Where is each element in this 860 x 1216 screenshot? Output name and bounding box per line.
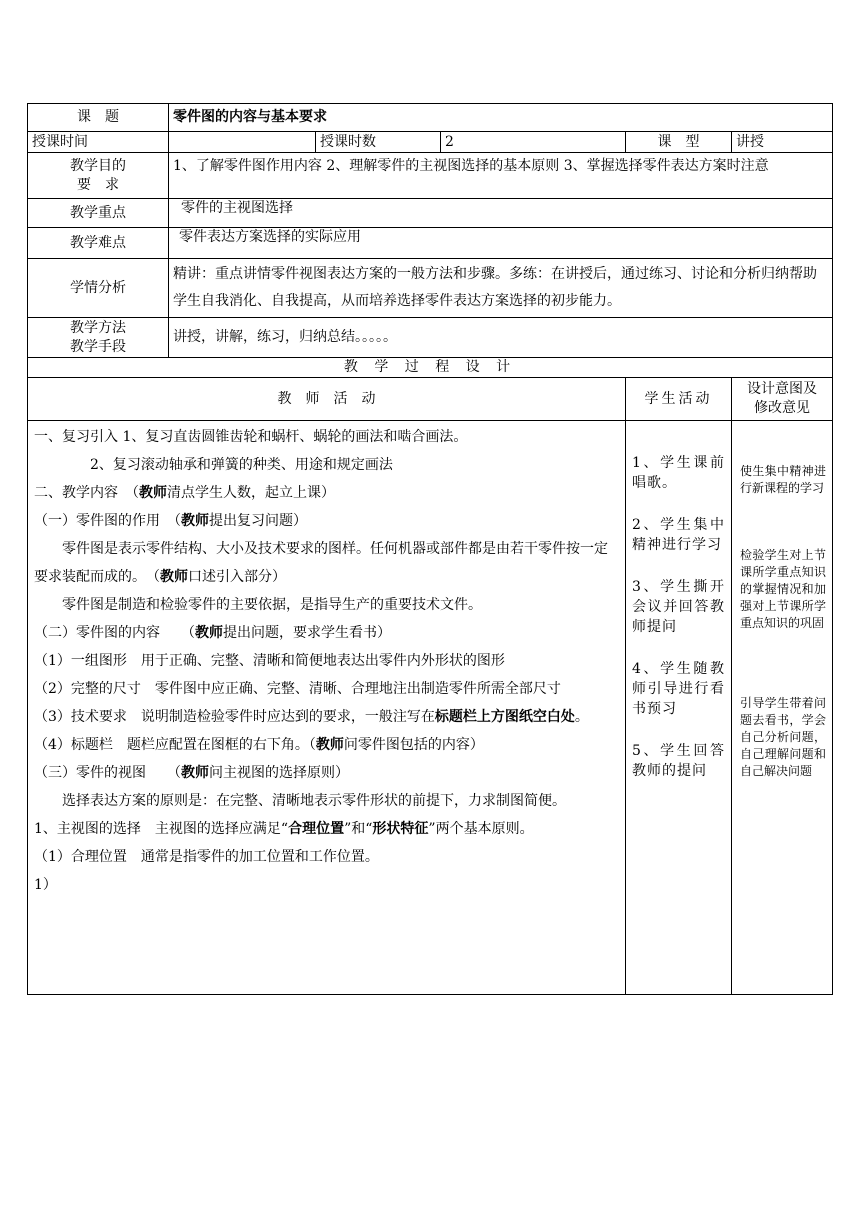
teacher-emphasis: 标题栏上方图纸空白处 <box>434 709 575 725</box>
design-title-row <box>28 358 833 378</box>
text-span: 问主视图的选择原则） <box>209 765 349 781</box>
teacher-emphasis: 形状特征 <box>372 821 429 837</box>
teacher-activity-header: 教 师 活 动 <box>28 378 626 421</box>
hours-label: 授课时数 <box>316 132 441 153</box>
type-value: 讲授 <box>732 132 833 153</box>
lesson-plan-table <box>27 103 833 995</box>
goal-label-line-1: 教学目的 <box>70 157 126 174</box>
remark-item: 检验学生对上节课所学重点知识的掌握情况和加强对上节课所学重点知识的巩固 <box>740 548 827 630</box>
teacher-line: 一、复习引入 1、复习直齿圆锥齿轮和蜗杆、蜗轮的画法和啮合画法。 <box>34 429 468 445</box>
design-title: 教 学 过 程 设 计 <box>28 358 833 378</box>
key-row <box>28 199 833 228</box>
design-header-row <box>28 378 833 421</box>
teacher-line <box>34 535 621 591</box>
teacher-keyword: 教师 <box>181 513 209 529</box>
student-activity-header: 学生活动 <box>626 378 732 421</box>
text-span: 提出复习问题） <box>209 513 307 529</box>
text-span: （3）技术要求 说明制造检验零件时应达到的要求，一般注写在 <box>34 709 435 725</box>
teacher-keyword: 教师 <box>160 569 188 585</box>
student-activity-item: 3、学生撕开会议并回答教师提问 <box>632 579 725 635</box>
teacher-activity-cell <box>28 421 626 995</box>
remark-header-line-1: 设计意图及 <box>747 381 818 397</box>
difficulty-row <box>28 228 833 259</box>
text-span: 提出问题，要求学生看书） <box>223 625 391 641</box>
schedule-row <box>28 132 833 153</box>
teacher-line: （1）合理位置 通常是指零件的加工位置和工作位置。 <box>34 849 379 865</box>
remark-item: 使生集中精神进行新课程的学习 <box>740 464 827 495</box>
text-span: 。 <box>574 709 589 725</box>
method-label <box>28 318 169 358</box>
teacher-line: （2）完整的尺寸 零件图中应正确、完整、清晰、合理地注出制造零件所需全部尺寸 <box>34 681 561 697</box>
teacher-keyword: 教师 <box>195 625 223 641</box>
text-span: 口述引入部分） <box>188 569 286 585</box>
text-span: 问零件图包括的内容） <box>343 737 484 753</box>
teacher-line <box>34 507 621 535</box>
method-label-line-2: 教学手段 <box>70 338 126 355</box>
topic-row <box>28 104 833 132</box>
difficulty-label: 教学难点 <box>28 228 169 259</box>
analysis-label: 学情分析 <box>28 259 169 318</box>
analysis-value: 精讲：重点讲情零件视图表达方案的一般方法和步骤。多练：在讲授后，通过练习、讨论和分析归纳帮助学生自我消化、自我提高，从而培养选择零件表达方案选择的初步能力。 <box>169 259 833 318</box>
time-value <box>169 132 316 153</box>
text-span: ”和“ <box>344 821 373 837</box>
student-activity-cell <box>626 421 732 995</box>
type-label: 课 型 <box>626 132 732 153</box>
topic-value: 零件图的内容与基本要求 <box>169 104 833 132</box>
time-label: 授课时间 <box>28 132 169 153</box>
design-body-row <box>28 421 833 995</box>
student-activity-item: 2、学生集中精神进行学习 <box>632 517 725 553</box>
teacher-emphasis: 合理位置 <box>288 821 345 837</box>
text-span: 零件图是表示零件结构、大小及技术要求的图样。任何机器或部件都是由若干零件按一定要求装配而成的。 （ <box>34 541 608 585</box>
teacher-line <box>34 479 621 507</box>
method-row <box>28 318 833 358</box>
teacher-line <box>34 759 621 787</box>
method-value: 讲授，讲解，练习，归纳总结。。。。。 <box>169 318 833 358</box>
teacher-line: 2、复习滚动轴承和弹簧的种类、用途和规定画法 <box>90 457 393 473</box>
hours-value: 2 <box>441 132 626 153</box>
text-span: （二）零件图的内容 （ <box>34 625 195 641</box>
method-label-line-1: 教学方法 <box>70 319 126 336</box>
teacher-line <box>34 703 621 731</box>
goal-row <box>28 153 833 199</box>
key-value: 零件的主视图选择 <box>169 199 833 228</box>
lesson-plan-sheet <box>27 103 832 995</box>
remark-header <box>732 378 833 421</box>
teacher-keyword: 教师 <box>315 737 344 753</box>
goal-label-line-2: 要 求 <box>77 176 119 193</box>
teacher-line: 选择表达方案的原则是：在完整、清晰地表示零件形状的前提下，力求制图简便。 <box>62 793 566 809</box>
goal-label <box>28 153 169 199</box>
text-span: （一）零件图的作用 （ <box>34 513 181 529</box>
remark-cell <box>732 421 833 995</box>
student-activity-item: 1、学生课前唱歌。 <box>632 455 725 491</box>
text-span: 1、主视图的选择 主视图的选择应满足“ <box>34 821 289 837</box>
student-activity-item: 4、学生随教师引导进行看书预习 <box>632 661 725 717</box>
teacher-line <box>34 731 621 759</box>
teacher-keyword: 教师 <box>181 765 209 781</box>
text-span: ”两个基本原则。 <box>428 821 534 837</box>
text-span: 二、教学内容 （ <box>34 485 139 501</box>
key-label: 教学重点 <box>28 199 169 228</box>
difficulty-value: 零件表达方案选择的实际应用 <box>169 228 833 259</box>
text-span: （4）标题栏 题栏应配置在图框的右下角。（ <box>34 737 316 753</box>
remark-item: 引导学生带着问题去看书，学会自己分析问题，自己理解问题和自己解决问题 <box>740 696 827 778</box>
teacher-line <box>34 815 621 843</box>
remark-header-line-2: 修改意见 <box>754 400 811 416</box>
goal-value: 1、了解零件图作用内容 2、理解零件的主视图选择的基本原则 3、掌握选择零件表达方案时注意 <box>169 153 833 199</box>
text-span: （三）零件的视图 （ <box>34 765 181 781</box>
teacher-line: （1）一组图形 用于正确、完整、清晰和简便地表达出零件内外形状的图形 <box>34 653 505 669</box>
student-activity-item: 5、学生回答教师的提问 <box>632 743 725 779</box>
teacher-line <box>34 619 621 647</box>
analysis-row <box>28 259 833 318</box>
teacher-line: 1） <box>34 877 57 893</box>
topic-label: 课 题 <box>28 104 169 132</box>
teacher-keyword: 教师 <box>139 485 167 501</box>
teacher-line: 零件图是制造和检验零件的主要依据，是指导生产的重要技术文件。 <box>62 597 482 613</box>
text-span: 清点学生人数，起立上课） <box>167 485 335 501</box>
